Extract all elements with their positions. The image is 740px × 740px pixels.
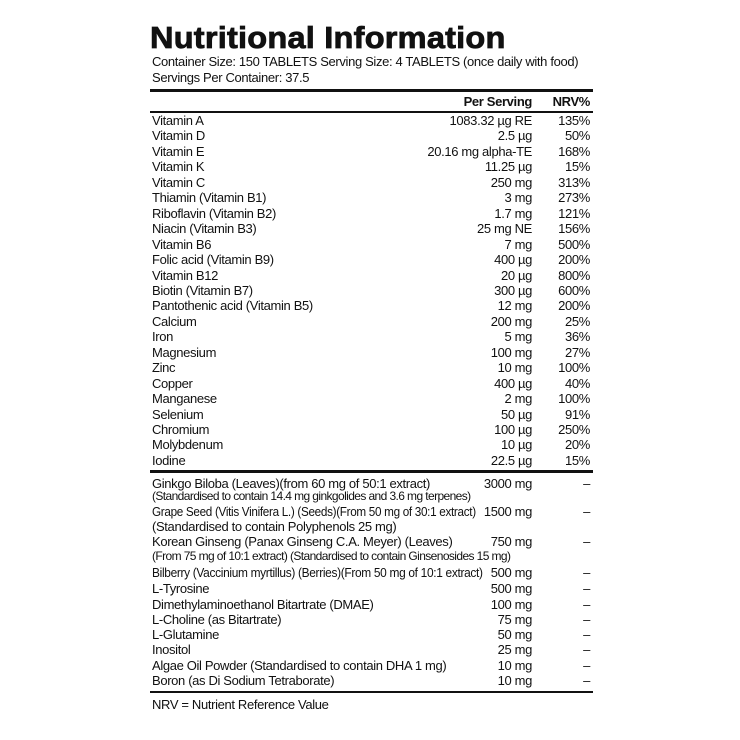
nutrient-name: Zinc [152,360,176,376]
amount-per-serving: 400 µg [494,375,532,391]
amount-per-serving: 20 µg [500,267,532,283]
nutrient-name: Copper [152,375,193,391]
nrv-percent: – [583,534,590,549]
nutrient-name: Iodine [152,452,186,468]
table-row [152,113,592,128]
table-row [152,376,592,391]
amount-per-serving: 2.5 µg [497,128,532,144]
amount-per-serving: 25 mg NE [476,221,532,237]
amount-per-serving: 3000 mg [483,476,532,491]
divider [150,691,593,693]
table-header [152,94,592,109]
amount-per-serving: 10 µg [500,437,532,453]
table-row [152,407,592,422]
nrv-percent: 200% [558,298,590,314]
nutrient-name: Niacin (Vitamin B3) [152,221,257,237]
nrv-percent: 50% [565,128,590,144]
table-row [152,206,592,221]
amount-per-serving: 100 mg [490,597,532,612]
nrv-percent: 250% [558,422,590,437]
nrv-percent: 15% [565,452,590,468]
amount-per-serving: 100 µg [494,422,532,437]
amount-per-serving: 75 mg [497,612,532,627]
table-row [152,345,592,360]
table-row [152,504,592,519]
nutrient-name: Ginkgo Biloba (Leaves)(from 60 mg of 50:1 extract) [152,476,431,491]
table-row [152,329,592,344]
table-row [152,519,592,534]
table-row [152,128,592,143]
nutrient-name: Inositol [152,642,191,657]
table-row [152,159,592,174]
divider [150,89,593,92]
amount-per-serving: 500 mg [490,581,532,596]
table-row [152,391,592,406]
nutrient-name: Vitamin D [152,128,205,144]
table-row [152,360,592,375]
nutrient-name: Bilberry (Vaccinium myrtillus) (Berries)(From 50 mg of 10:1 extract) [152,565,483,580]
amount-per-serving: 12 mg [497,298,532,314]
nutrient-name: Magnesium [152,344,217,360]
nrv-percent: 500% [558,236,590,252]
table-row [152,549,592,564]
nutrient-name: Chromium [152,422,210,437]
table-row [152,221,592,236]
table-row [152,453,592,468]
nrv-percent: – [583,581,590,596]
table-row [152,489,592,504]
nrv-percent: – [583,565,590,580]
nutrient-name: Calcium [152,313,197,329]
amount-per-serving: 100 mg [490,344,532,360]
table-row [152,534,592,549]
nrv-percent: 313% [558,174,590,190]
amount-per-serving: 7 mg [504,236,532,252]
nrv-percent: 100% [558,360,590,376]
nrv-percent: 27% [565,344,590,360]
table-row [152,298,592,313]
table-row [152,581,592,596]
table-row [152,627,592,642]
nrv-header: NRV% [552,94,590,109]
nrv-percent: 800% [558,267,590,283]
nrv-percent: 91% [565,406,590,422]
nrv-percent: 20% [565,437,590,453]
nrv-percent: – [583,597,590,612]
nrv-percent: – [583,642,590,657]
table-row [152,190,592,205]
nrv-percent: 15% [565,159,590,175]
nutrient-name: Vitamin K [152,159,205,175]
footnote: NRV = Nutrient Reference Value [152,697,329,712]
amount-per-serving: 50 µg [500,406,532,422]
table-row [152,283,592,298]
table-row [152,565,592,580]
nutrient-name: Folic acid (Vitamin B9) [152,252,274,268]
page-title: Nutritional Information [150,20,506,55]
nutrient-name: Vitamin E [152,143,205,159]
nutrient-name: Pantothenic acid (Vitamin B5) [152,298,313,314]
nrv-percent: 600% [558,282,590,298]
nutrient-name: Grape Seed (Vitis Vinifera L.) (Seeds)(From 50 mg of 30:1 extract) [152,504,476,519]
nutrient-name: Iron [152,329,174,345]
amount-per-serving: 500 mg [490,565,532,580]
amount-per-serving: 20.16 mg alpha-TE [427,143,532,159]
nutrient-name: Thiamin (Vitamin B1) [152,190,267,206]
nutrient-name: (Standardised to contain Polyphenols 25 mg) [152,519,397,534]
nrv-percent: 273% [558,190,590,206]
amount-per-serving: 22.5 µg [490,452,532,468]
nutrient-name: Vitamin A [152,113,204,128]
nrv-percent: 36% [565,329,590,345]
amount-per-serving: 300 µg [494,282,532,298]
amount-per-serving: 1500 mg [483,504,532,519]
nutrient-name: Manganese [152,391,217,407]
amount-per-serving: 400 µg [494,252,532,268]
nutrient-name: (From 75 mg of 10:1 extract) (Standardised to contain Ginsenosides 15 mg) [152,549,511,563]
amount-per-serving: 10 mg [497,360,532,376]
nrv-percent: – [583,658,590,673]
table-row [152,314,592,329]
table-row [152,237,592,252]
per-serving-header: Per Serving [463,94,532,109]
amount-per-serving: 1083.32 µg RE [449,113,532,128]
amount-per-serving: 5 mg [504,329,532,345]
nrv-percent: – [583,476,590,491]
amount-per-serving: 11.25 µg [484,159,532,175]
amount-per-serving: 25 mg [497,642,532,657]
nutrient-name: L-Glutamine [152,627,219,642]
nrv-percent: 100% [558,391,590,407]
nutrient-name: Vitamin C [152,174,205,190]
table-row [152,437,592,452]
nrv-percent: – [583,627,590,642]
table-row [152,658,592,673]
amount-per-serving: 10 mg [497,658,532,673]
amount-per-serving: 10 mg [497,673,532,688]
amount-per-serving: 3 mg [504,190,532,206]
table-row [152,422,592,437]
nrv-percent: 25% [565,313,590,329]
nutrient-name: Vitamin B12 [152,267,219,283]
amount-per-serving: 250 mg [490,174,532,190]
table-row [152,175,592,190]
table-row [152,642,592,657]
nutrient-name: Algae Oil Powder (Standardised to contain DHA 1 mg) [152,658,447,673]
servings-info: Servings Per Container: 37.5 [152,70,310,85]
nrv-percent: 156% [558,221,590,237]
nutrient-name: Korean Ginseng (Panax Ginseng C.A. Meyer) (Leaves) [152,534,453,549]
amount-per-serving: 2 mg [504,391,532,407]
table-row [152,673,592,688]
nutrient-name: Riboflavin (Vitamin B2) [152,205,276,221]
nutrient-name: Boron (as Di Sodium Tetraborate) [152,673,335,688]
nutrient-name: Vitamin B6 [152,236,212,252]
nrv-percent: 200% [558,252,590,268]
nrv-percent: 135% [558,113,590,128]
nutrient-name: Dimethylaminoethanol Bitartrate (DMAE) [152,597,374,612]
nrv-percent: – [583,504,590,519]
amount-per-serving: 750 mg [490,534,532,549]
nrv-percent: – [583,612,590,627]
nrv-percent: 168% [558,143,590,159]
nrv-percent: – [583,673,590,688]
nrv-percent: 121% [558,205,590,221]
table-row [152,268,592,283]
amount-per-serving: 50 mg [497,627,532,642]
table-row [152,597,592,612]
table-row [152,144,592,159]
container-info: Container Size: 150 TABLETS Serving Size: 4 TABLETS (once daily with food) [152,54,579,69]
table-row [152,612,592,627]
nutrient-name: Molybdenum [152,437,223,453]
divider [150,470,593,473]
nutrient-name: L-Choline (as Bitartrate) [152,612,282,627]
nutrient-name: Selenium [152,406,204,422]
nutrient-name: (Standardised to contain 14.4 mg ginkgolides and 3.6 mg terpenes) [152,489,471,503]
amount-per-serving: 200 mg [490,313,532,329]
nrv-percent: 40% [565,375,590,391]
table-row [152,252,592,267]
amount-per-serving: 1.7 mg [494,205,532,221]
nutrient-name: Biotin (Vitamin B7) [152,282,253,298]
nutrient-name: L-Tyrosine [152,581,210,596]
